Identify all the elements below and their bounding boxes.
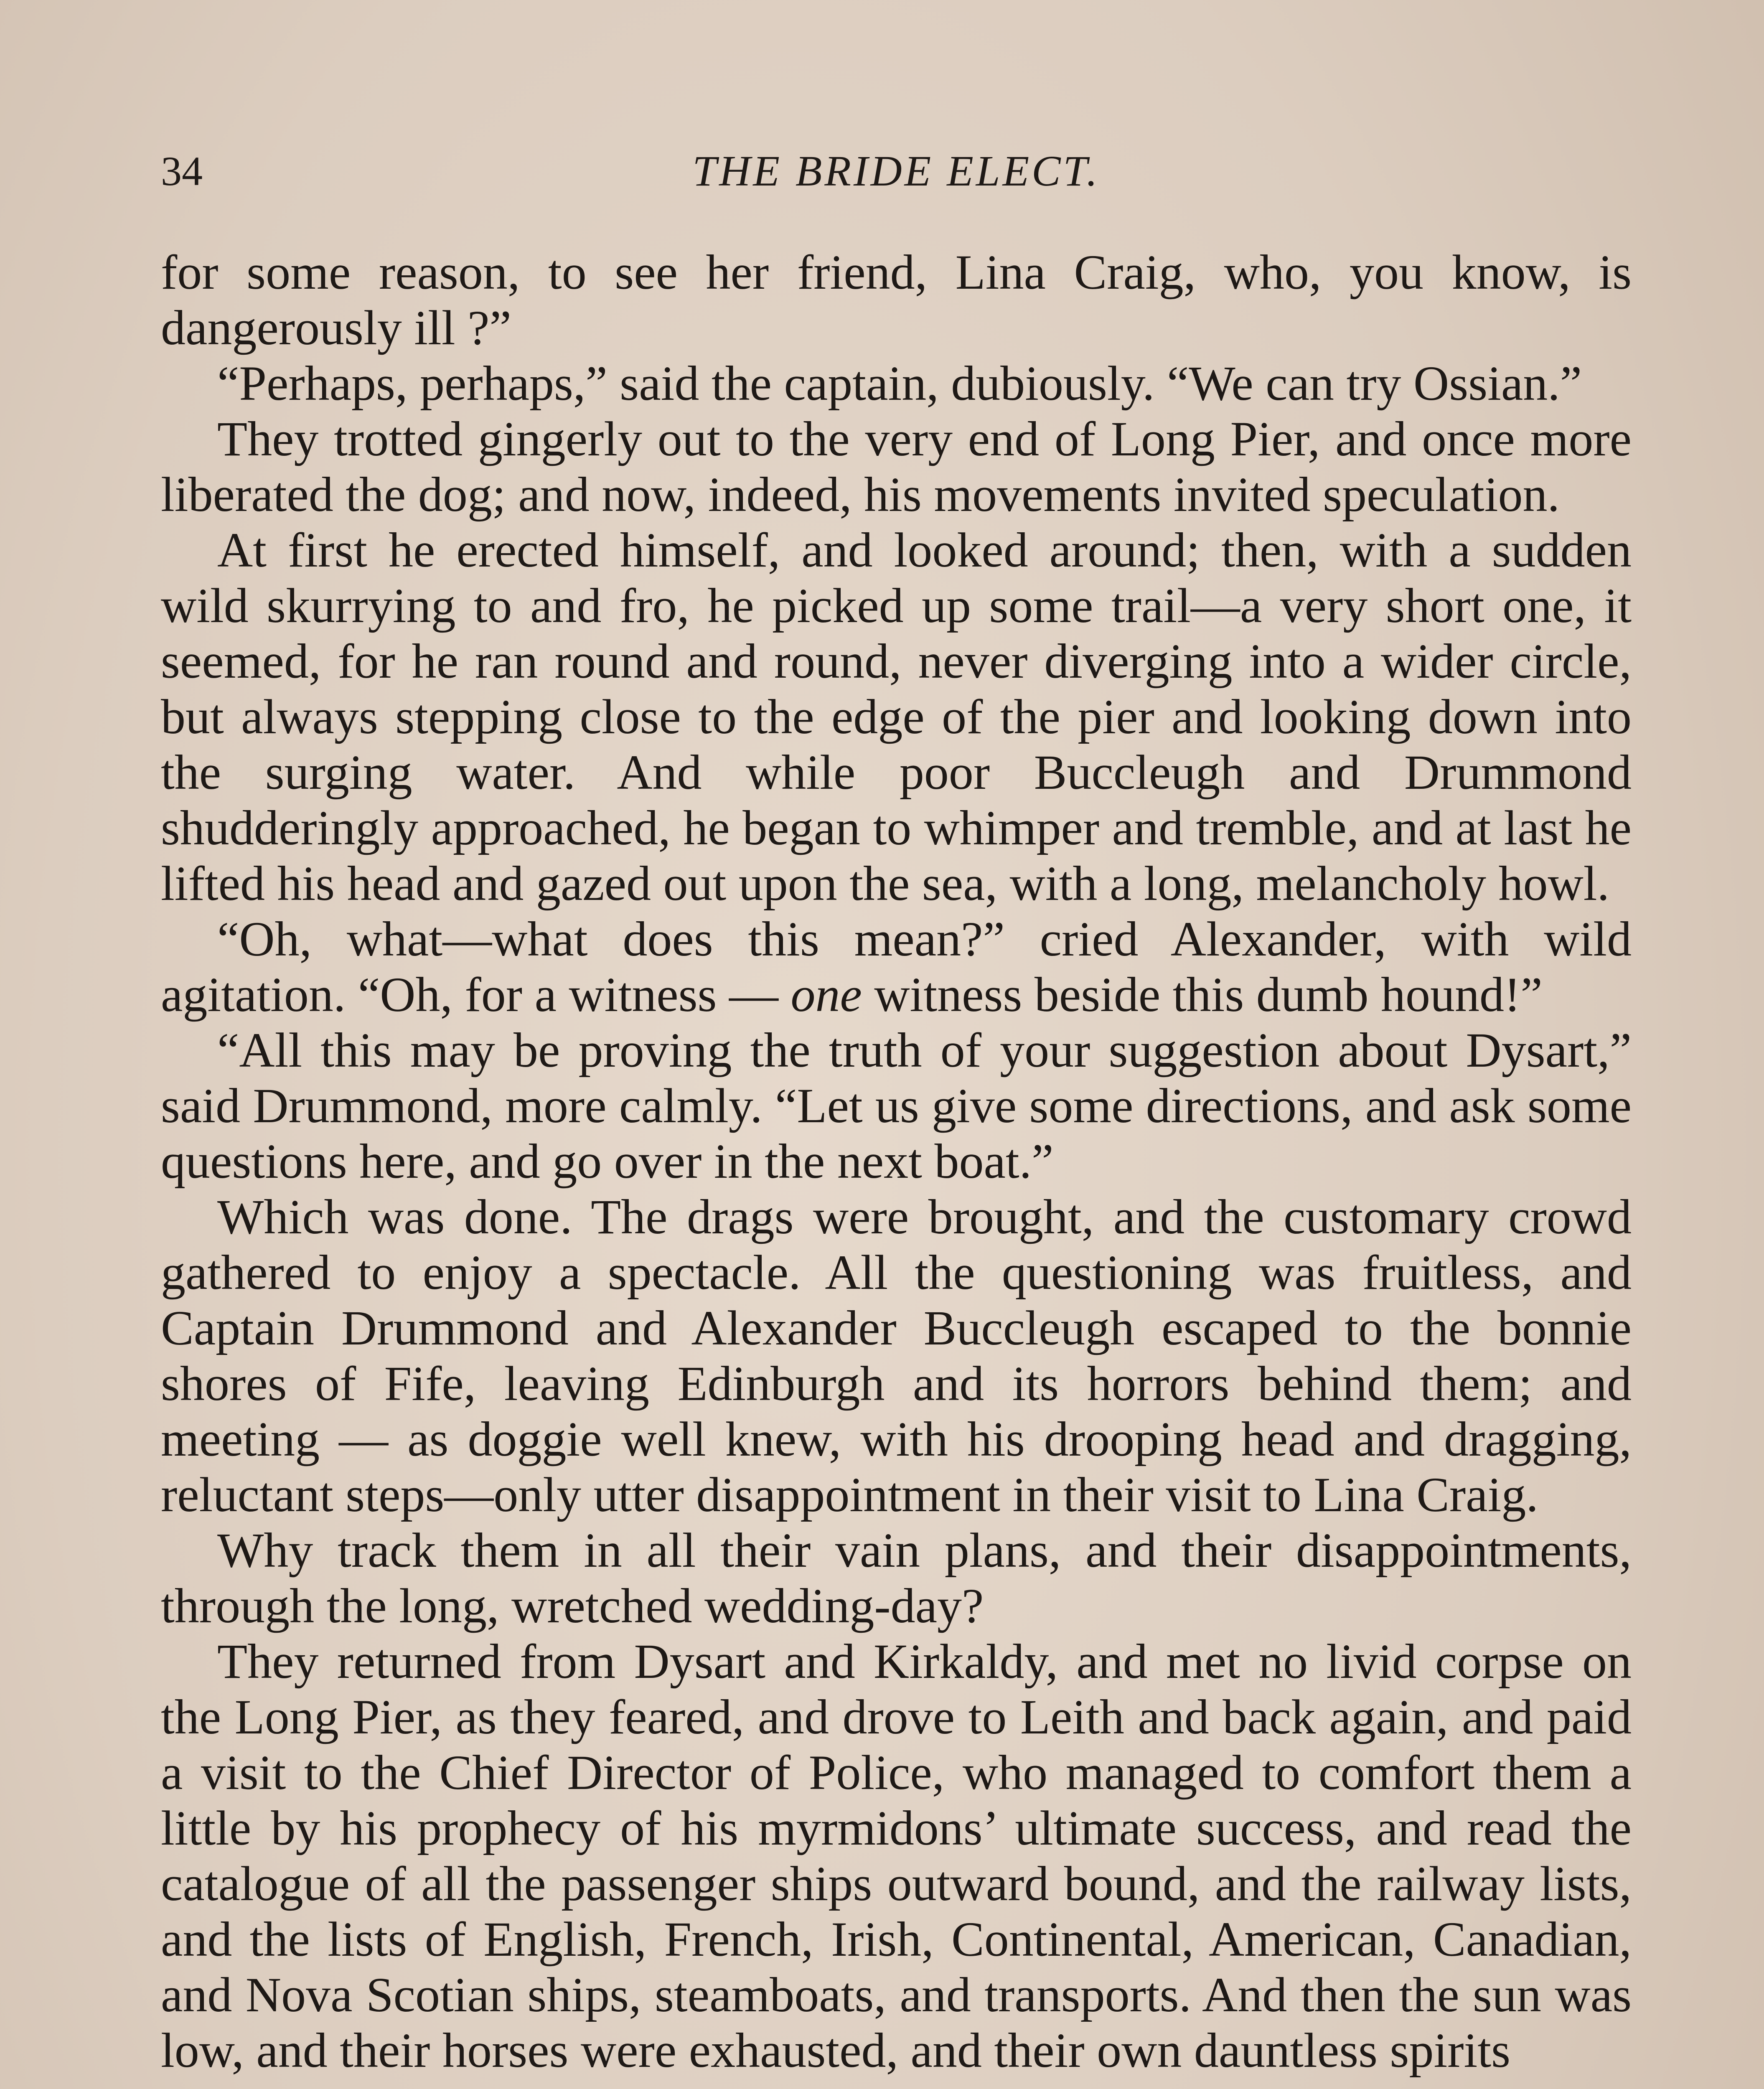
text-run: They returned from Dysart and Kirkaldy, and met no livid corpse on the Long Pier, as they feared, and drove to Leith and back again, and paid a visit to the Chief Director of Police, who managed to comfort them a little by his prophecy of his myrmidons’ ultimate success, and read the catalogue of all the passenger ships outward bound, and the railway lists, and the lists of English, French, Irish, Continental, American, Canadian, and Nova Scotian ships, steamboats, and transports. And then the sun was low, and their horses were exhausted, and their own dauntless spirits [161, 1634, 1632, 2078]
page-number: 34 [161, 148, 203, 194]
page-header [161, 142, 1632, 201]
text-run: for some reason, to see her friend, Lina Craig, who, you know, is dangerously ill ?” [161, 245, 1632, 355]
text-run: Why track them in all their vain plans, and their disappointments, through the long, wretched wedding-day? [161, 1523, 1632, 1633]
text-run: “Oh, what—what does this mean?” cried Alexander, with wild agitation. “Oh, for a witness — [161, 912, 1632, 1022]
paragraph [161, 1522, 1632, 1634]
text-run: Which was done. The drags were brought, and the customary crowd gathered to enjoy a spectacle. All the questioning was fruitless, and Captain Drummond and Alexander Buccleugh escaped to the bonnie shores of Fife, leaving Edinburgh and its horrors behind them; and meeting — as doggie well knew, with his drooping head and dragging, reluctant steps—only utter disappointment in their visit to Lina Craig. [161, 1189, 1632, 1522]
paragraph [161, 1634, 1632, 2078]
paragraph [161, 411, 1632, 522]
running-title: THE BRIDE ELECT. [692, 147, 1100, 195]
paragraph [161, 356, 1632, 411]
paragraph [161, 1189, 1632, 1522]
body-text [161, 244, 1632, 2078]
paragraph [161, 522, 1632, 911]
paragraph [161, 911, 1632, 1022]
paragraph [161, 1022, 1632, 1189]
text-run: They trotted gingerly out to the very end of Long Pier, and once more liberated the dog; and now, indeed, his movements invited speculation. [161, 412, 1632, 522]
paragraph [161, 244, 1632, 356]
italic-text: one [790, 967, 862, 1022]
text-run: At first he erected himself, and looked around; then, with a sudden wild skurrying to and fro, he picked up some trail—a very short one, it seemed, for he ran round and round, never diverging into a wider circle, but always stepping close to the edge of the pier and looking down into the surging water. And while poor Buccleugh and Drummond shudderingly approached, he began to whimper and tremble, and at last he lifted his head and gazed out upon the sea, with a long, melancholy howl. [161, 523, 1632, 911]
text-run: witness beside this dumb hound!” [862, 967, 1543, 1022]
text-run: “All this may be proving the truth of your suggestion about Dysart,” said Drummond, more calmly. “Let us give some directions, and ask some questions here, and go over in the next boat.” [161, 1023, 1632, 1189]
text-run: “Perhaps, perhaps,” said the captain, dubiously. “We can try Ossian.” [217, 356, 1582, 411]
